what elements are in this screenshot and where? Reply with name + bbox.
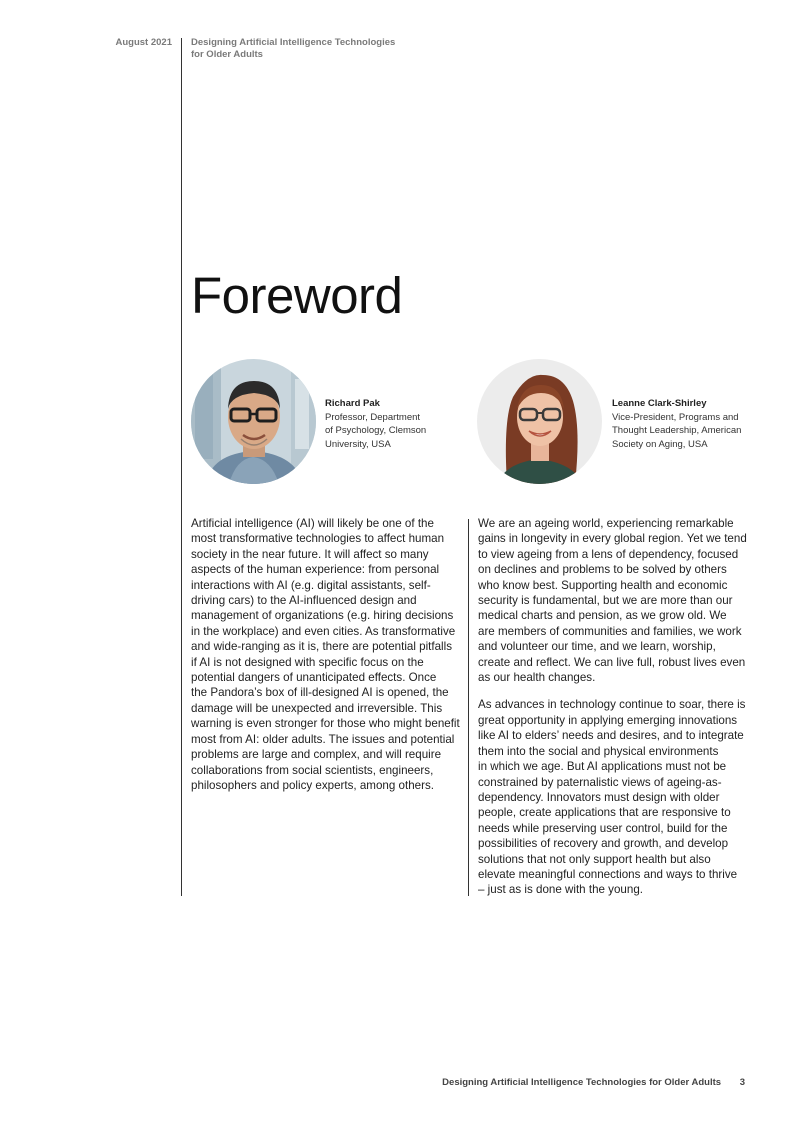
author-bio-leanne-clark-shirley — [612, 397, 762, 451]
page-number: 3 — [739, 1077, 745, 1088]
body-column-2 — [478, 516, 758, 898]
header-title-line-2: for Older Adults — [191, 49, 263, 60]
author-name: Leanne Clark-Shirley — [612, 398, 707, 409]
page-title: Foreword — [191, 267, 403, 324]
author-bio-richard-pak — [325, 397, 455, 451]
paragraph: We are an ageing world, experiencing remarkable gains in longevity in every global region. Yet we tend to view ageing from a lens of dependency, focused on declines and problems to be solved by others who know best. Supporting health and economic security is fundamental, but we are more than our medical charts and pension, as we grow old. We are members of communities and families, we work and volunteer our time, and we learn, worship, create and reflect. We can live full, robust lives even as our health changes. — [478, 517, 747, 685]
paragraph: As advances in technology continue to soar, there is great opportunity in applying emerging innovations like AI to elders’ needs and desires, and to integrate them into the social and physical environments in which we age. But AI applications must not be constrained by paternalistic views of ageing-as- dependency. Innovators must design with older people, create applications that are responsive to needs while preserving user control, build for the possibilities of recovery and growth, and develop solutions that not only support health but also elevate meaningful connections and ways to thrive – just as is done with the young. — [478, 698, 746, 897]
header-date: August 2021 — [115, 37, 172, 48]
main-vertical-rule — [181, 38, 182, 896]
author-role: Professor, Department of Psychology, Clemson University, USA — [325, 411, 427, 450]
author-photo-leanne-clark-shirley — [477, 359, 602, 484]
body-column-1 — [191, 516, 471, 793]
footer-title: Designing Artificial Intelligence Technologies for Older Adults — [442, 1077, 722, 1088]
header-title-line-1: Designing Artificial Intelligence Technologies — [191, 37, 396, 48]
page-footer — [420, 1077, 745, 1088]
author-photo-richard-pak — [191, 359, 316, 484]
paragraph: Artificial intelligence (AI) will likely be one of the most transformative technologies to affect human society in the near future. It will affect so many aspects of the human experience: from personal interactions with AI (e.g. digital assistants, self- driving cars) to the AI-influenced design and management of organizations (e.g. hiring decisions in the workplace) and even cities. As transformative and wide-ranging as it is, there are potential pitfalls if AI is not designed with specific focus on the potential dangers of unanticipated effects. Once the Pandora’s box of ill-designed AI is opened, the damage will be unexpected and irreversible. This warning is even stronger for those who might benefit most from AI: older adults. The issues and potential problems are large and complex, and will require collaborations from social scientists, engineers, philosophers and policy experts, among others. — [191, 517, 460, 792]
author-role: Vice-President, Programs and Thought Leadership, American Society on Aging, USA — [612, 411, 742, 450]
author-name: Richard Pak — [325, 398, 380, 409]
header-report-title — [191, 37, 451, 61]
